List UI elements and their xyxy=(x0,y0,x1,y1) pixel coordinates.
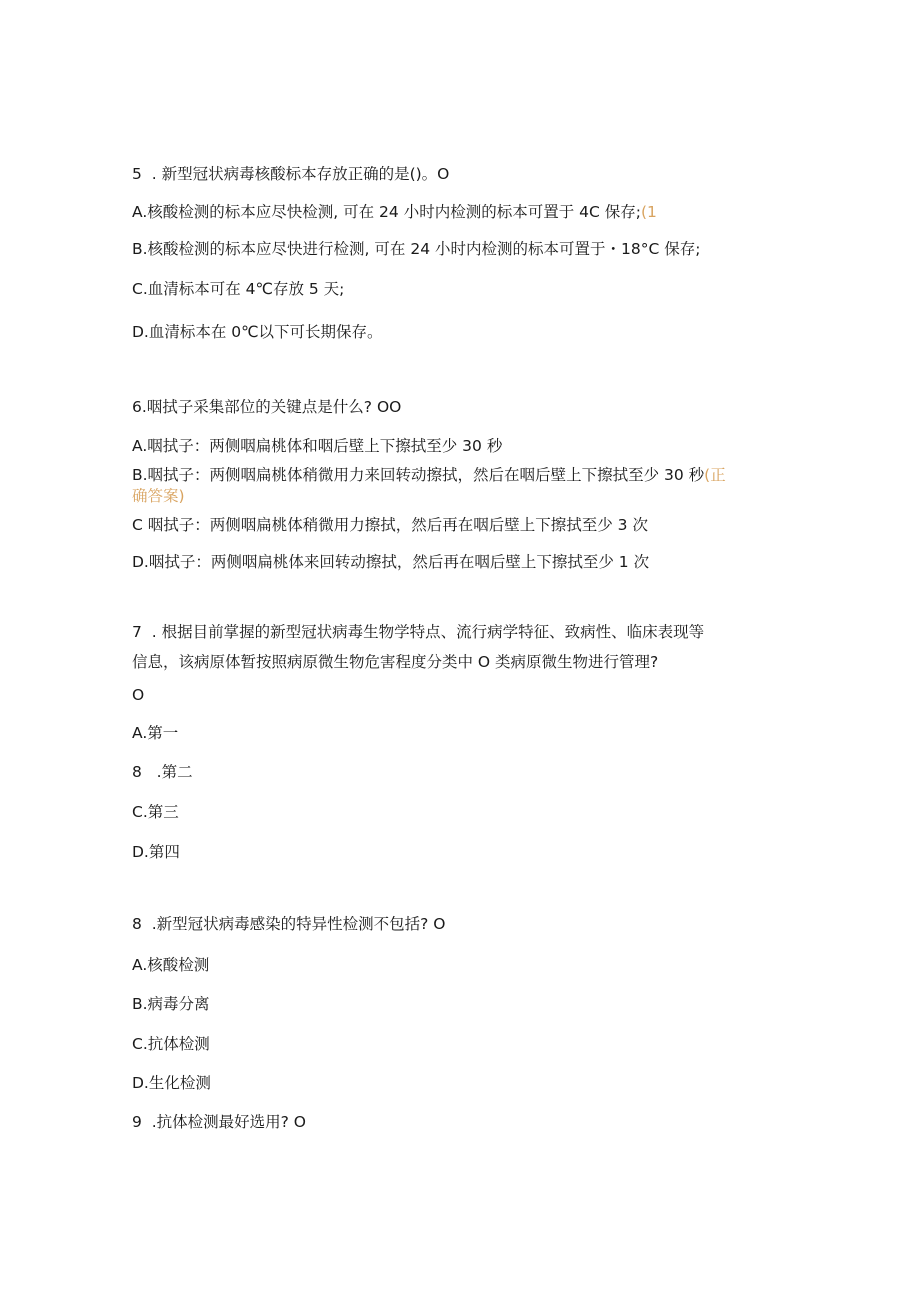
question-6-stem: 6.咽拭子采集部位的关键点是什么? OO xyxy=(132,398,402,416)
question-6-option-c: C 咽拭子：两侧咽扁桃体稍微用力擦拭，然后再在咽后壁上下擦拭至少 3 次 xyxy=(132,516,648,534)
question-7-option-a: A.第一 xyxy=(132,724,179,742)
question-8-option-b: B.病毒分离 xyxy=(132,995,210,1013)
question-7-option-b: 8 .第二 xyxy=(132,763,193,781)
question-8-option-c: C.抗体检测 xyxy=(132,1035,210,1053)
question-7-option-c: C.第三 xyxy=(132,803,179,821)
question-7-stem-line-1: 7 . 根据目前掌握的新型冠状病毒生物学特点、流行病学特征、致病性、临床表现等 xyxy=(132,623,705,641)
question-8-option-d: D.生化检测 xyxy=(132,1074,211,1092)
option-b-text: B.咽拭子：两侧咽扁桃体稍微用力来回转动擦拭，然后在咽后壁上下擦拭至少 30 秒 xyxy=(132,466,705,484)
question-6-option-b xyxy=(132,465,792,485)
question-9-stem: 9 .抗体检测最好选用? O xyxy=(132,1113,306,1131)
option-a-text: A.核酸检测的标本应尽快检测, 可在 24 小时内检测的标本可置于 4C 保存; xyxy=(132,203,641,221)
question-5-option-a xyxy=(132,202,792,222)
question-8-option-a: A.核酸检测 xyxy=(132,956,210,974)
question-6-option-a: A.咽拭子：两侧咽扁桃体和咽后壁上下擦拭至少 30 秒 xyxy=(132,437,503,455)
question-6-option-d: D.咽拭子：两侧咽扁桃体来回转动擦拭，然后再在咽后壁上下擦拭至少 1 次 xyxy=(132,553,650,571)
question-7-stem-line-3: O xyxy=(132,686,145,704)
question-5-option-c: C.血清标本可在 4℃存放 5 天; xyxy=(132,280,345,298)
answer-mark: (正 xyxy=(704,466,726,484)
answer-mark-continued: 确答案) xyxy=(132,487,185,505)
question-5-option-d: D.血清标本在 0℃以下可长期保存。 xyxy=(132,323,383,341)
question-5-option-b: B.核酸检测的标本应尽快进行检测, 可在 24 小时内检测的标本可置于・18°C 保存; xyxy=(132,240,701,258)
answer-mark: (1 xyxy=(640,203,657,221)
question-7-stem-line-2: 信息，该病原体暂按照病原微生物危害程度分类中 O 类病原微生物进行管理? xyxy=(132,653,659,671)
question-5-stem: 5 . 新型冠状病毒核酸标本存放正确的是()。O xyxy=(132,165,450,183)
question-7-option-d: D.第四 xyxy=(132,843,180,861)
question-8-stem: 8 .新型冠状病毒感染的特异性检测不包括? O xyxy=(132,915,446,933)
